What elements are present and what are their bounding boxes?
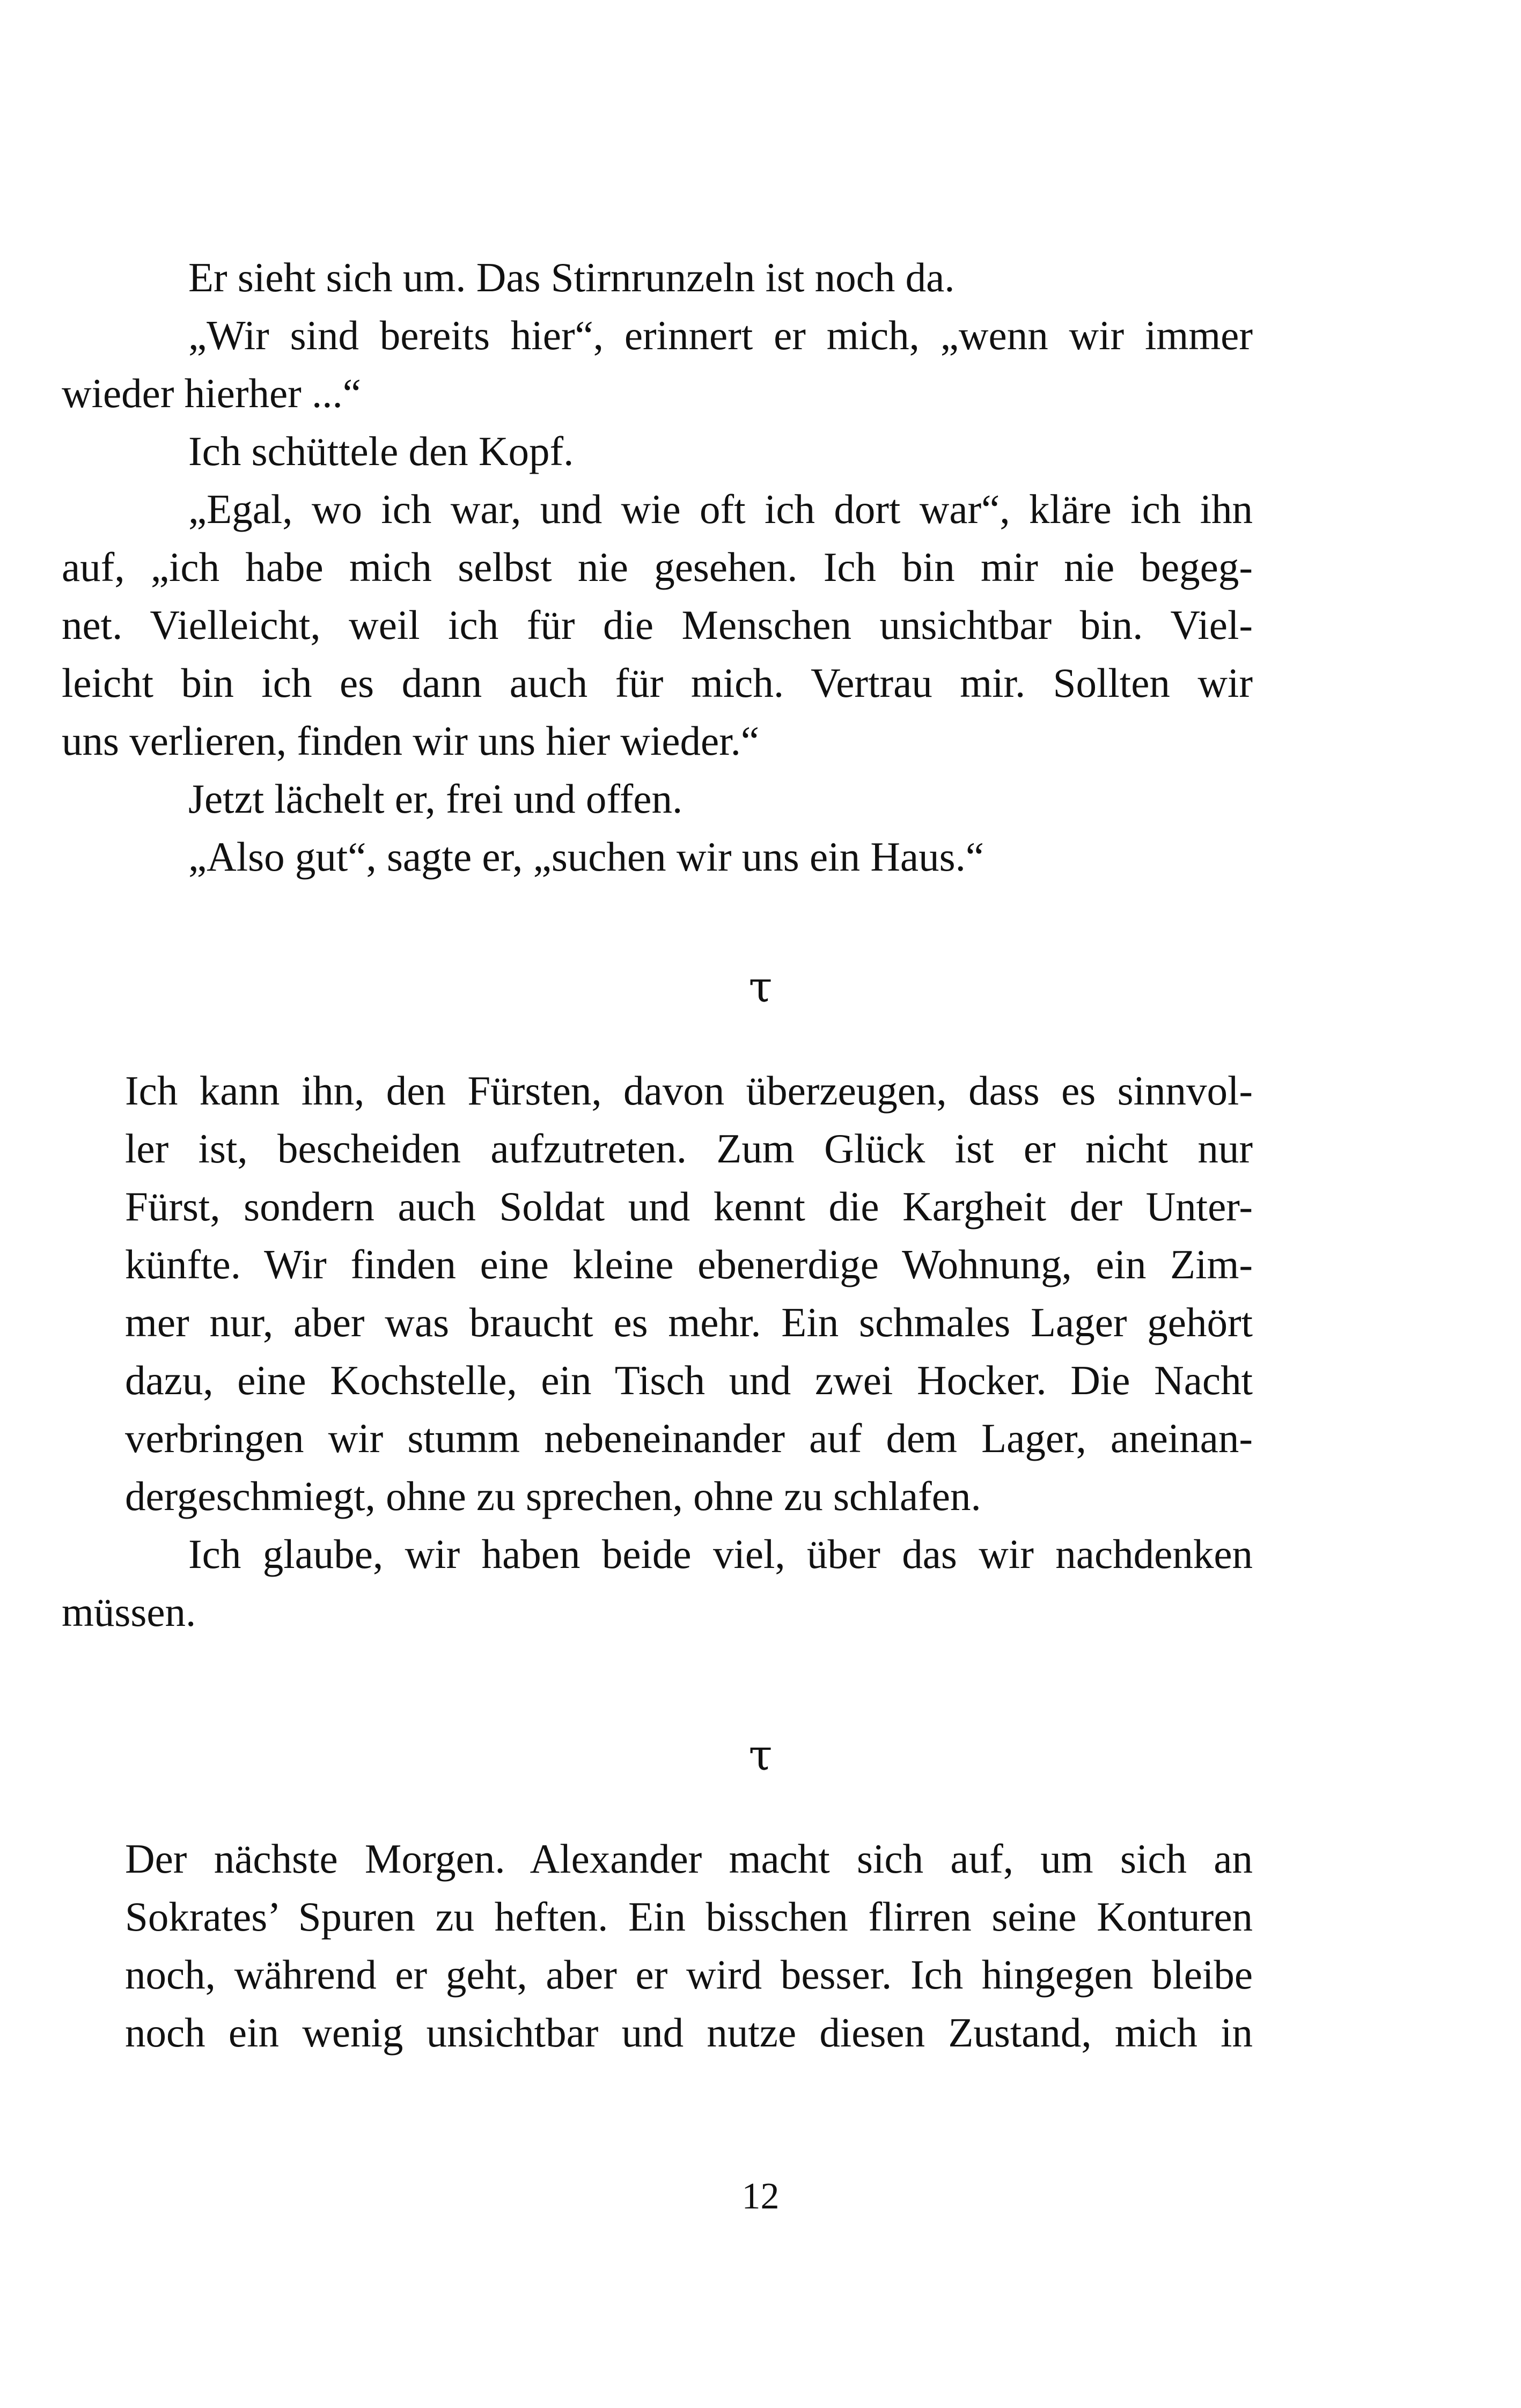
text-line: dergeschmiegt, ohne zu sprechen, ohne zu schlafen.: [125, 1473, 981, 1519]
paragraph-3: [125, 422, 1253, 480]
text-line: Ich glaube, wir haben beide viel, über das wir nachdenken: [188, 1531, 1253, 1577]
paragraph-2: [62, 306, 1253, 422]
text-line: Jetzt lächelt er, frei und offen.: [188, 776, 683, 822]
paragraph-8: [62, 1525, 1253, 1641]
page-number: 12: [741, 2176, 780, 2217]
paragraph-1: [125, 248, 1253, 306]
text-section-1: [62, 248, 1253, 886]
paragraph-5: [125, 770, 1253, 828]
text-line: Fürst, sondern auch Soldat und kennt die Kargheit der Unter-: [125, 1183, 1253, 1229]
text-line: wieder hierher ...“: [62, 370, 361, 416]
text-line: auf, „ich habe mich selbst nie gesehen. Ich bin mir nie begeg-: [62, 544, 1253, 590]
text-line: Der nächste Morgen. Alexander macht sich auf, um sich an: [125, 1836, 1253, 1882]
paragraph-7: [125, 1062, 1253, 1525]
text-section-2: [62, 1062, 1253, 1641]
text-line: „Egal, wo ich war, und wie oft ich dort war“, kläre ich ihn: [188, 486, 1253, 532]
text-line: müssen.: [62, 1589, 196, 1635]
text-line: noch ein wenig unsichtbar und nutze diesen Zustand, mich in: [125, 2009, 1253, 2056]
text-line: „Also gut“, sagte er, „suchen wir uns ein Haus.“: [188, 834, 984, 880]
paragraph-6: [125, 828, 1253, 886]
text-line: mer nur, aber was braucht es mehr. Ein schmales Lager gehört: [125, 1299, 1253, 1345]
section-divider-tau: τ: [748, 1730, 773, 1780]
paragraph-4: [62, 480, 1253, 770]
text-line: Sokrates’ Spuren zu heften. Ein bisschen flirren seine Konturen: [125, 1894, 1253, 1940]
text-line: Ich schüttele den Kopf.: [188, 428, 574, 474]
text-line: dazu, eine Kochstelle, ein Tisch und zwei Hocker. Die Nacht: [125, 1357, 1253, 1403]
text-section-3: [125, 1830, 1253, 2061]
text-line: net. Vielleicht, weil ich für die Menschen unsichtbar bin. Viel-: [62, 602, 1253, 648]
text-line: Er sieht sich um. Das Stirnrunzeln ist noch da.: [188, 254, 955, 300]
text-line: verbringen wir stumm nebeneinander auf dem Lager, aneinan-: [125, 1415, 1253, 1461]
text-line: ler ist, bescheiden aufzutreten. Zum Glück ist er nicht nur: [125, 1125, 1253, 1172]
text-line: leicht bin ich es dann auch für mich. Vertrau mir. Sollten wir: [62, 660, 1253, 706]
paragraph-9: [125, 1830, 1253, 2061]
text-line: noch, während er geht, aber er wird besser. Ich hingegen bleibe: [125, 1952, 1253, 1998]
section-divider-tau: τ: [748, 962, 773, 1012]
text-line: „Wir sind bereits hier“, erinnert er mich, „wenn wir immer: [188, 312, 1253, 358]
text-line: künfte. Wir finden eine kleine ebenerdige Wohnung, ein Zim-: [125, 1241, 1253, 1287]
text-line: uns verlieren, finden wir uns hier wieder.“: [62, 718, 760, 764]
text-line: Ich kann ihn, den Fürsten, davon überzeugen, dass es sinnvol-: [125, 1067, 1253, 1114]
